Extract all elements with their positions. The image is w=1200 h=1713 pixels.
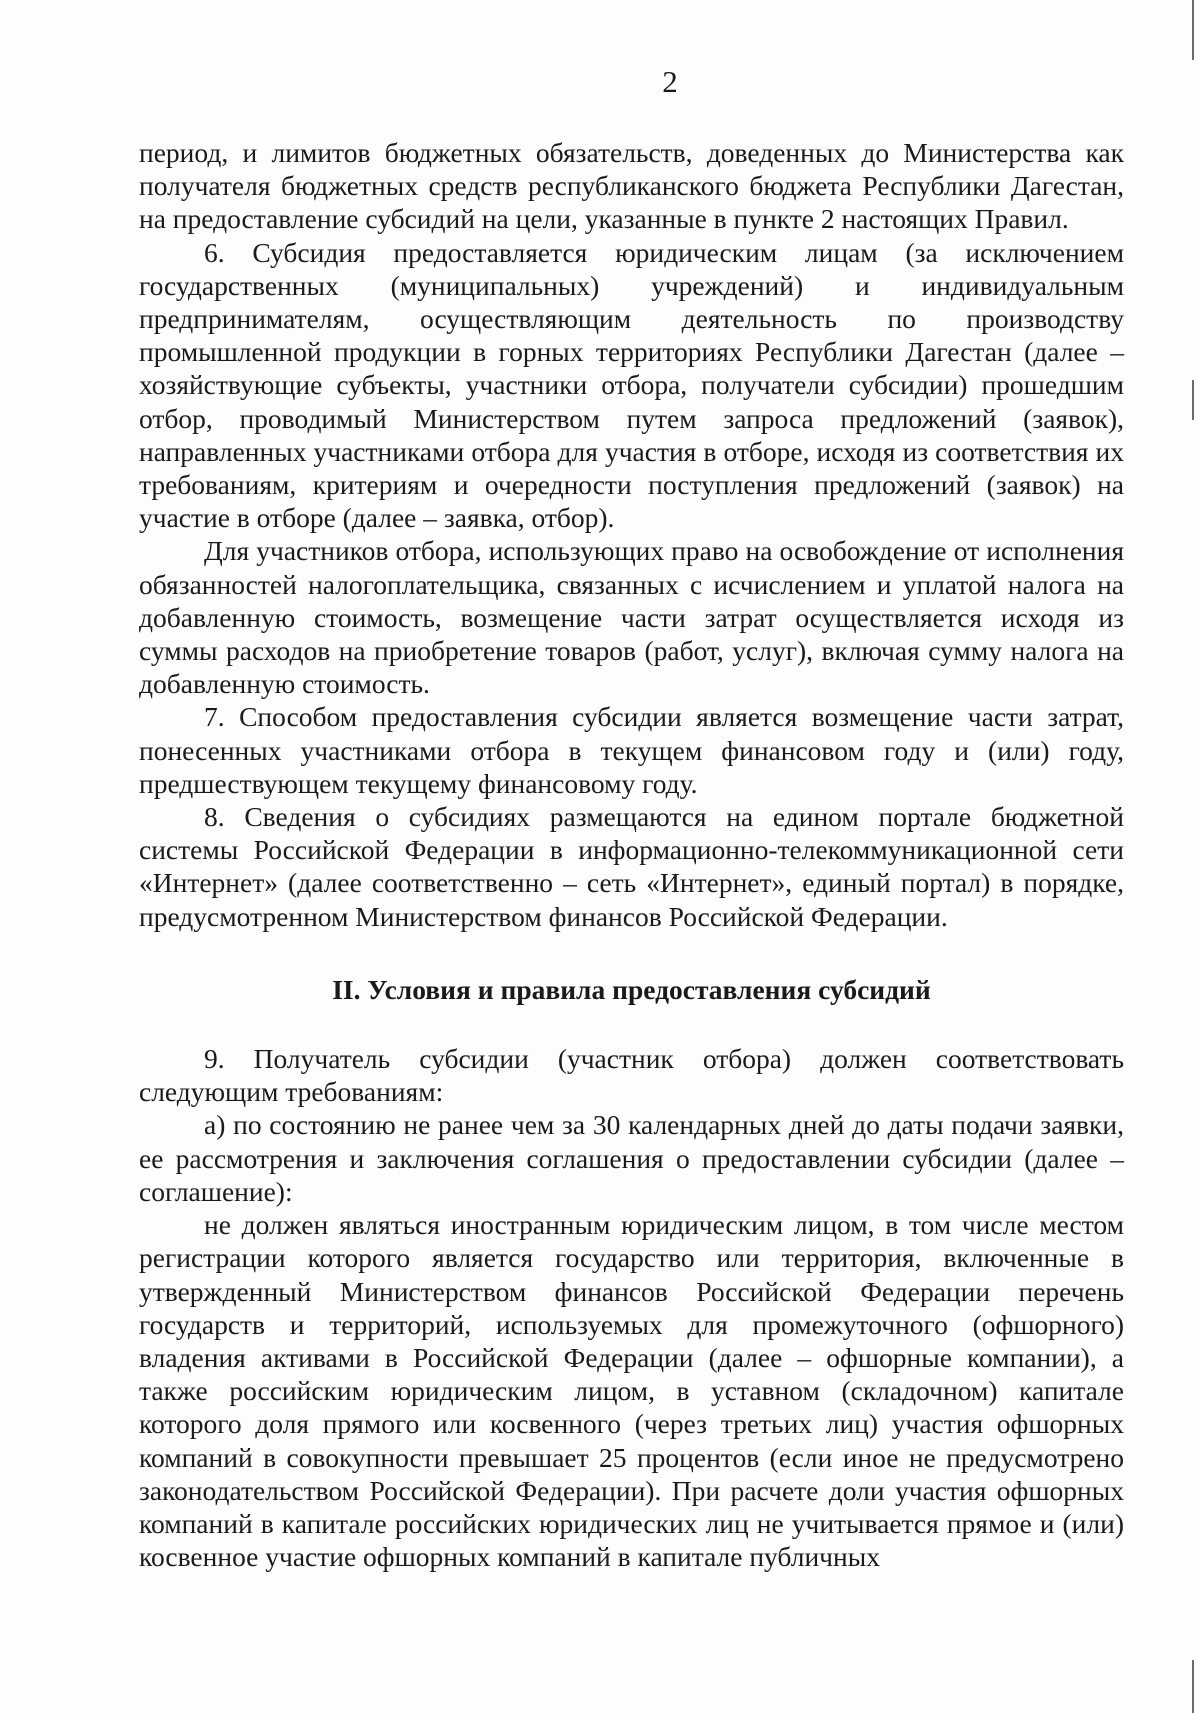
paragraph-continuation: период, и лимитов бюджетных обязательств, доведенных до Министерства как получателя бюджетных средств республиканского бюджета Республики Дагестан, на предоставление субсидий на цели, указанные в пункте 2 настоящих Правил. <box>139 137 1124 235</box>
page-number: 2 <box>662 64 678 99</box>
paragraph-item-7: 7. Способом предоставления субсидии является возмещение части затрат, понесенных участниками отбора в текущем финансовом году и (или) году, предшествующем текущему финансовому году. <box>139 701 1124 799</box>
document-body <box>139 136 1124 1573</box>
section-heading: II. Условия и правила предоставления субсидий <box>332 973 931 1005</box>
paragraph-item-8: 8. Сведения о субсидиях размещаются на едином портале бюджетной системы Российской Федерации в информационно-телекоммуникационной сети «Интернет» (далее соответственно – сеть «Интернет», единый портал) в порядке, предусмотренном Министерством финансов Российской Федерации. <box>139 801 1124 932</box>
paragraph-item-9: 9. Получатель субсидии (участник отбора) должен соответствовать следующим требованиям: <box>139 1043 1124 1108</box>
paragraph-offshore-requirement: не должен являться иностранным юридическим лицом, в том числе местом регистрации которого является государство или территория, включенные в утвержденный Министерством финансов Российской Федерации перечень государств и территорий, используемых для промежуточного (офшорного) владения активами в Российской Федерации (далее – офшорные компании), а также российским юридическим лицом, в уставном (складочном) капитале которого доля прямого или косвенного (через третьих лиц) участия офшорных компаний в совокупности превышает 25 процентов (если иное не предусмотрено законодательством Российской Федерации). При расчете доли участия офшорных компаний в капитале российских юридических лиц не учитывается прямое и (или) косвенное участие офшорных компаний в капитале публичных <box>139 1209 1124 1573</box>
scan-edge-mark <box>1192 1660 1194 1713</box>
scan-edge-mark <box>1192 380 1194 420</box>
scan-edge-mark <box>1192 0 1194 60</box>
paragraph-subitem-a: а) по состоянию не ранее чем за 30 календарных дней до даты подачи заявки, ее рассмотрения и заключения соглашения о предоставлении субсидии (далее – соглашение): <box>139 1109 1124 1207</box>
paragraph-item-6: 6. Субсидия предоставляется юридическим лицам (за исключением государственных (муниципальных) учреждений) и индивидуальным предпринимателям, осуществляющим деятельность по производству промышленной продукции в горных территориях Республики Дагестан (далее – хозяйствующие субъекты, участники отбора, получатели субсидии) прошедшим отбор, проводимый Министерством путем запроса предложений (заявок), направленных участниками отбора для участия в отборе, исходя из соответствия их требованиям, критериям и очередности поступления предложений (заявок) на участие в отборе (далее – заявка, отбор). <box>139 236 1124 534</box>
paragraph-vat-note: Для участников отбора, использующих право на освобождение от исполнения обязанностей налогоплательщика, связанных с исчислением и уплатой налога на добавленную стоимость, возмещение части затрат осуществляется исходя из суммы расходов на приобретение товаров (работ, услуг), включая сумму налога на добавленную стоимость. <box>139 535 1124 700</box>
